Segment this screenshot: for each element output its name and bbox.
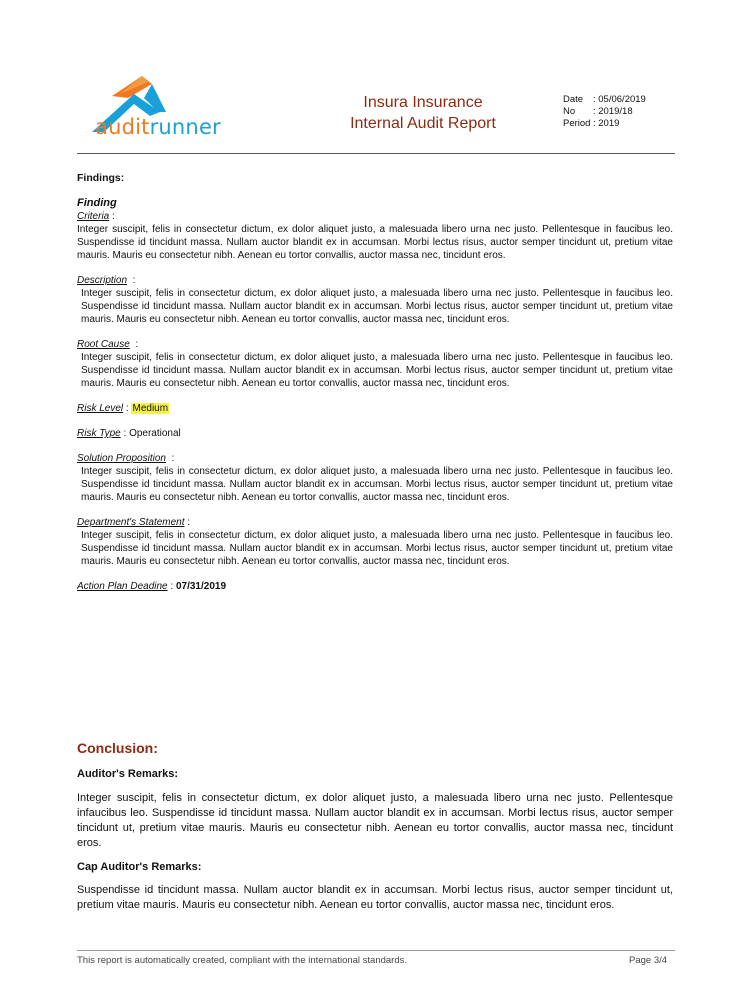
report-meta bbox=[563, 94, 646, 130]
description-block bbox=[77, 274, 673, 326]
root-cause-sep: : bbox=[129, 339, 139, 350]
logo-text-runner: runner bbox=[149, 115, 221, 139]
risk-level-label: Risk Level bbox=[77, 403, 124, 414]
cap-auditor-remarks-text: Suspendisse id tincidunt massa. Nullam auctor blandit ex in accumsan. Morbi lectus risus, auctor semper tincidunt ut, pretium vitae mauris. Mauris eu consectetur nibh. Aenean eu tortor convallis, auctor massa nec, tincidunt eros. bbox=[77, 884, 673, 911]
findings-title: Findings: bbox=[77, 172, 125, 184]
risk-type-row bbox=[77, 427, 673, 440]
footer-divider bbox=[77, 950, 675, 951]
cap-auditor-remarks-title: Cap Auditor's Remarks: bbox=[77, 861, 202, 873]
meta-row-date: Date : 05/06/2019 bbox=[563, 94, 646, 105]
risk-type-label: Risk Type bbox=[77, 428, 121, 439]
risk-type-value: Operational bbox=[129, 428, 181, 439]
company-name: Insura Insurance bbox=[363, 94, 483, 111]
risk-level-value: Medium bbox=[132, 403, 169, 414]
report-title: Internal Audit Report bbox=[350, 115, 496, 132]
header-divider bbox=[77, 153, 675, 154]
report-header-title bbox=[318, 92, 528, 134]
risk-level-sep: : bbox=[123, 403, 132, 414]
description-sep: : bbox=[127, 275, 136, 286]
root-cause-label: Root Cause bbox=[77, 339, 130, 350]
solution-block bbox=[77, 452, 673, 504]
department-statement-text: Integer suscipit, felis in consectetur dictum, ex dolor aliquet justo, a malesuada libero urna nec justo. Pellentesque in faucibus leo. Suspendisse id tincidunt massa. Nullam auctor blandit ex in accumsan. Morbi lectus risus, auctor semper tincidunt ut, pretium vitae mauris. Mauris eu consectetur nibh. Aenean eu tortor convallis, auctor massa nec, tincidunt eros. bbox=[81, 530, 673, 567]
conclusion-title: Conclusion: bbox=[77, 740, 158, 756]
deadline-value: 07/31/2019 bbox=[175, 581, 227, 592]
auditor-remarks-title: Auditor's Remarks: bbox=[77, 768, 179, 780]
findings-section bbox=[77, 172, 673, 593]
logo-wordmark bbox=[95, 115, 221, 139]
root-cause-block bbox=[77, 338, 673, 390]
finding-heading: Finding bbox=[77, 197, 117, 209]
description-text: Integer suscipit, felis in consectetur dictum, ex dolor aliquet justo, a malesuada libero urna nec justo. Pellentesque in faucibus leo. Suspendisse id tincidunt massa. Nullam auctor blandit ex in accumsan. Morbi lectus risus, auctor semper tincidunt ut, pretium vitae mauris. Mauris eu consectetur nibh. Aenean eu tortor convallis, auctor massa nec, tincidunt eros. bbox=[81, 288, 673, 325]
deadline-sep: : bbox=[167, 581, 176, 592]
deadline-label: Action Plan Deadine bbox=[77, 581, 168, 592]
auditor-remarks-text: Integer suscipit, felis in consectetur dictum, ex dolor aliquet justo, a malesuada libero urna nec justo. Pellentesque infaucibus leo. Suspendisse id tincidunt massa. Nullam auctor blandit ex in accumsan. Morbi lectus risus, auctor semper tincidunt ut, pretium vitae mauris. Mauris eu consectetur nibh. Aenean eu tortor convallis, auctor massa nec, tincidunt eros. bbox=[77, 792, 673, 849]
solution-label: Solution Proposition bbox=[77, 453, 166, 464]
logo-text-audit: audit bbox=[95, 115, 150, 139]
footer-note: This report is automatically created, compliant with the international standards. bbox=[77, 955, 408, 966]
deadline-row bbox=[77, 580, 673, 593]
meta-row-period: Period : 2019 bbox=[563, 118, 620, 129]
department-statement-block bbox=[77, 516, 673, 568]
meta-row-no: No : 2019/18 bbox=[563, 106, 633, 117]
criteria-sep: : bbox=[109, 211, 115, 222]
criteria-label: Criteria bbox=[77, 211, 110, 222]
page-number: Page 3/4 bbox=[629, 955, 668, 966]
department-statement-sep: : bbox=[184, 517, 191, 528]
description-label: Description bbox=[77, 275, 128, 286]
solution-text: Integer suscipit, felis in consectetur dictum, ex dolor aliquet justo, a malesuada libero urna nec justo. Pellentesque in faucibus leo. Suspendisse id tincidunt massa. Nullam auctor blandit ex in accumsan. Morbi lectus risus, auctor semper tincidunt ut, pretium vitae mauris. Mauris eu consectetur nibh. Aenean eu tortor convallis, auctor massa nec, tincidunt eros. bbox=[81, 466, 673, 503]
criteria-block bbox=[77, 210, 673, 262]
solution-sep: : bbox=[165, 453, 175, 464]
department-statement-label: Department's Statement bbox=[77, 517, 185, 528]
risk-type-sep: : bbox=[120, 428, 130, 439]
root-cause-text: Integer suscipit, felis in consectetur dictum, ex dolor aliquet justo, a malesuada libero urna nec justo. Pellentesque in faucibus leo. Suspendisse id tincidunt massa. Nullam auctor blandit ex in accumsan. Morbi lectus risus, auctor semper tincidunt ut, pretium vitae mauris. Mauris eu consectetur nibh. Aenean eu tortor convallis, auctor massa nec, tincidunt eros. bbox=[81, 352, 673, 389]
criteria-text: Integer suscipit, felis in consectetur dictum, ex dolor aliquet justo, a malesuada libero urna nec justo. Pellentesque in faucibus leo. Suspendisse id tincidunt massa. Nullam auctor blandit ex in accumsan. Morbi lectus risus, auctor semper tincidunt ut, pretium vitae mauris. Mauris eu consectetur nibh. Aenean eu tortor convallis, auctor massa nec, tincidunt eros. bbox=[77, 224, 673, 261]
risk-level-row bbox=[77, 402, 673, 415]
